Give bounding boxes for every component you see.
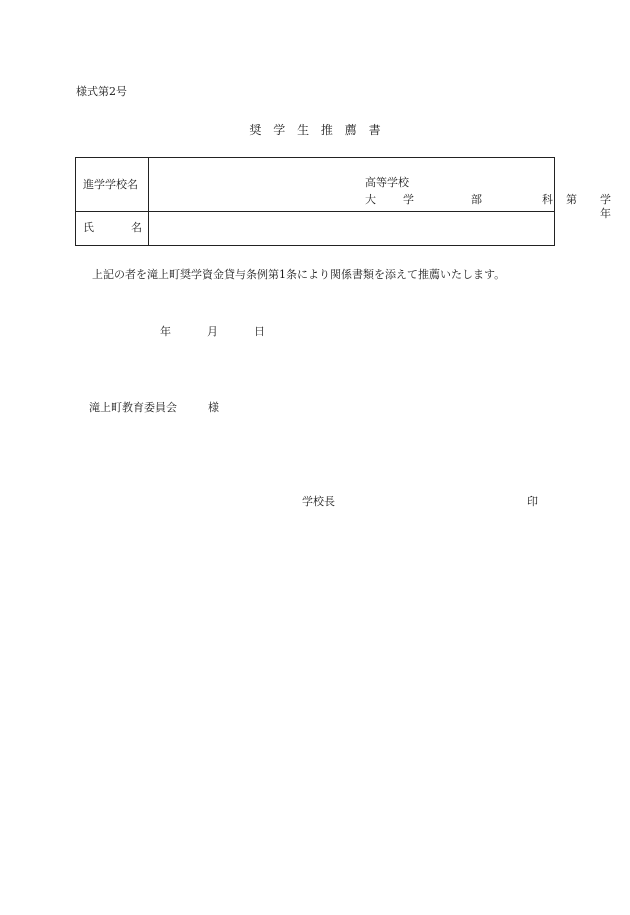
document-title [0,123,630,138]
recommendation-table [75,157,611,246]
name-label-part1: 氏 [83,221,94,234]
name-label-cell [76,211,149,245]
addressee-name: 滝上町教育委員会 [89,401,177,414]
form-number: 様式第2号 [76,85,127,98]
date-year-label: 年 [160,325,171,338]
date-day-label: 日 [254,325,265,338]
ordinal-text: 第 [566,193,577,206]
school-row [76,158,611,220]
title-char: 奨 [249,123,262,137]
title-char: 薦 [344,123,357,137]
school-value-cell[interactable] [149,158,611,220]
recommendation-statement: 上記の者を滝上町奨学資金貸与条例第1条により関係書類を添えて推薦いたします。 [92,268,506,281]
title-char: 推 [320,123,333,137]
name-value-field[interactable] [149,211,554,245]
title-char: 書 [368,123,381,137]
addressee-honorific: 様 [208,401,219,414]
title-char: 学 [273,123,286,137]
university-text-1: 大 [365,193,376,206]
title-char: 生 [297,123,310,137]
grade-text: 学年 [600,193,611,220]
name-label-part2: 名 [131,221,142,234]
name-row [76,211,554,245]
school-label-cell [76,158,149,211]
school-label: 進学学校名 [83,178,138,191]
department-text: 科 [542,193,553,206]
faculty-text: 部 [471,193,482,206]
high-school-text: 高等学校 [365,176,409,189]
seal-label: 印 [527,495,538,508]
principal-label: 学校長 [302,495,335,508]
university-text-2: 学 [403,193,414,206]
date-month-label: 月 [207,325,218,338]
